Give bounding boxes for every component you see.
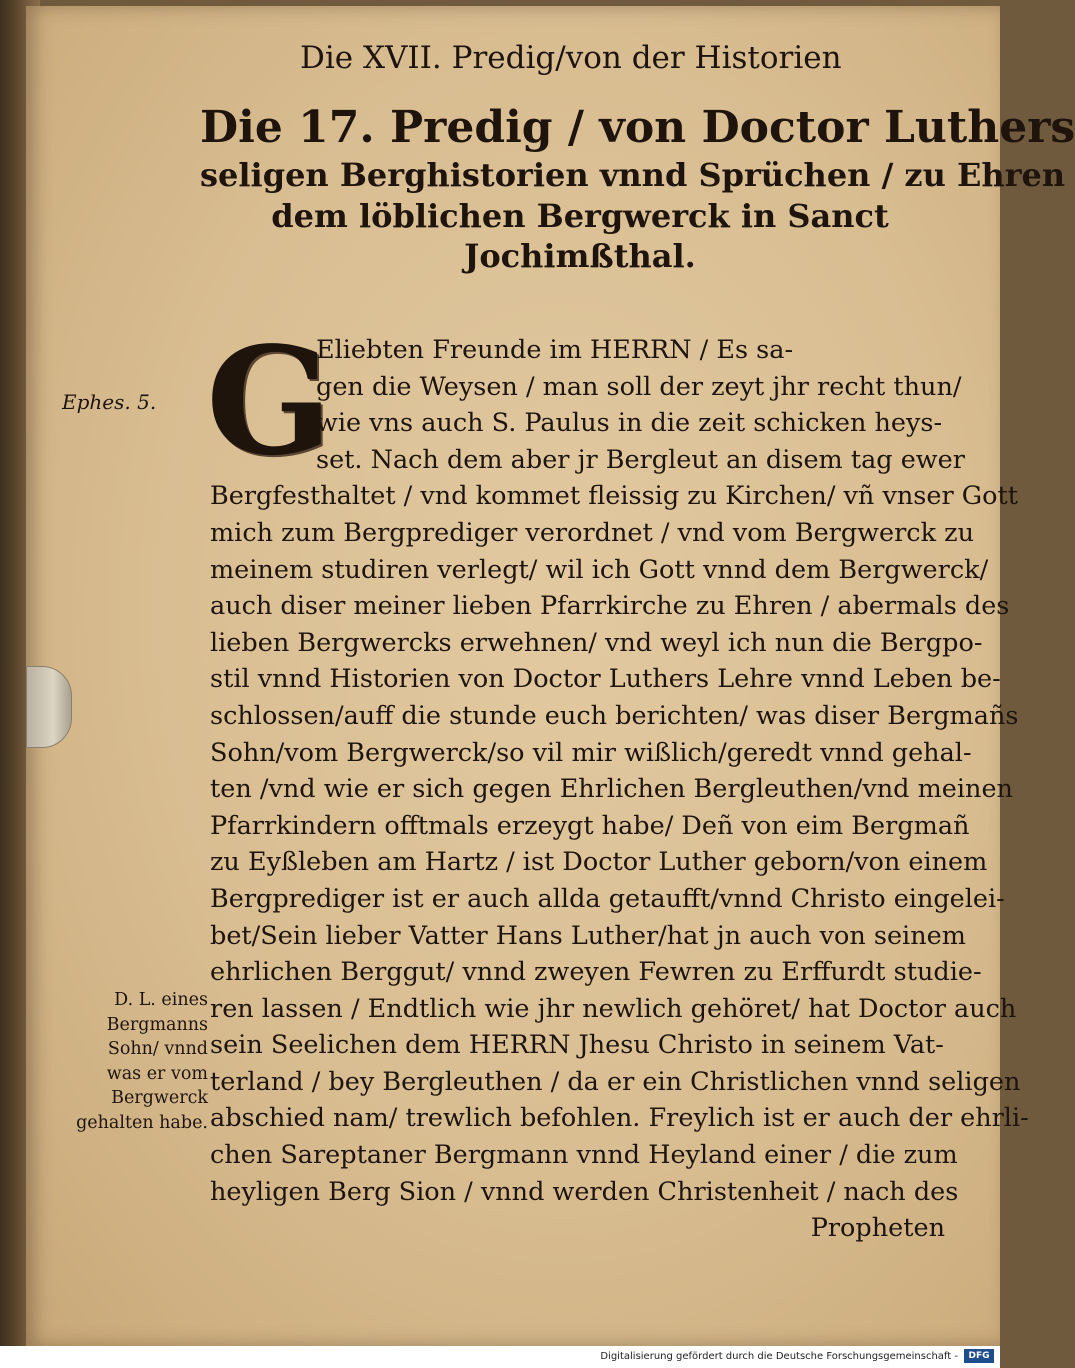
body-line: bet/Sein lieber Vatter Hans Luther/hat jn auch von seinem <box>210 920 966 951</box>
page-clip <box>26 666 72 748</box>
margin-note-line: Sohn/ vnnd <box>107 1039 208 1059</box>
body-line: Sohn/vom Bergwerck/so vil mir wißlich/geredt vnnd gehal- <box>210 737 972 768</box>
body-line: ten /vnd wie er sich gegen Ehrlichen Bergleuthen/vnd meinen <box>210 774 1013 805</box>
chapter-title <box>200 100 1075 276</box>
body-line: ehrlichen Berggut/ vnnd zweyen Fewren zu Erffurdt studie- <box>210 957 982 988</box>
body-line: sein Seelichen dem HERRN Jhesu Christo in seinem Vat- <box>210 1030 944 1061</box>
body-line: Eliebten Freunde im HERRN / Es sa- <box>316 335 794 365</box>
dfg-logo: DFG <box>964 1349 994 1363</box>
margin-note-line: Bergmanns <box>106 1014 208 1035</box>
body-line: heyligen Berg Sion / vnnd werden Christenheit / nach des <box>210 1176 959 1207</box>
body-line: stil vnnd Historien von Doctor Luthers Lehre vnnd Leben be- <box>210 664 1001 695</box>
body-line: zu Eyßleben am Hartz / ist Doctor Luther geborn/von einem <box>210 847 988 878</box>
body-line: mich zum Bergprediger verordnet / vnd vom Bergwerck zu <box>210 517 974 548</box>
catchword: Propheten <box>810 1213 945 1244</box>
running-head: Die XVII. Predig/von der Historien <box>300 40 842 76</box>
body-line: Bergprediger ist er auch allda getaufft/vnnd Christo eingelei- <box>210 883 1005 914</box>
body-line: wie vns auch S. Paulus in die zeit schicken heys- <box>316 408 943 439</box>
title-line-3: dem löblichen Bergwerck in Sanct <box>271 196 889 235</box>
body-line: gen die Weysen / man soll der zeyt jhr recht thun/ <box>316 371 962 402</box>
body-text <box>210 332 1029 1247</box>
body-line: terland / bey Bergleuthen / da er ein Christlichen vnnd seligen <box>210 1066 1021 1097</box>
body-line: set. Nach dem aber jr Bergleut an disem tag ewer <box>316 444 965 475</box>
margin-note-line: D. L. eines <box>114 990 208 1010</box>
title-line-2: seligen Berghistorien vnnd Sprüchen / zu Ehren <box>200 156 1066 195</box>
margin-reference: Ephes. 5. <box>62 390 157 414</box>
body-line: abschied nam/ trewlich befohlen. Freylich ist er auch der ehrli- <box>210 1103 1029 1134</box>
funding-credit: Digitalisierung gefördert durch die Deutsche Forschungsgemeinschaft - <box>600 1351 958 1362</box>
body-line: schlossen/auff die stunde euch berichten/ was diser Bergmañs <box>210 700 1019 731</box>
body-line: Pfarrkindern offtmals erzeygt habe/ Deñ von eim Bergmañ <box>210 810 970 841</box>
margin-note-line: gehalten habe. <box>76 1112 208 1133</box>
body-line: chen Sareptaner Bergmann vnnd Heyland einer / die zum <box>210 1140 958 1171</box>
decorated-initial: G <box>206 314 333 488</box>
body-line: lieben Bergwercks erwehnen/ vnd weyl ich nun die Bergpo- <box>210 627 983 658</box>
body-line: auch diser meiner lieben Pfarrkirche zu Ehren / abermals des <box>210 591 1010 622</box>
body-line: ren lassen / Endtlich wie jhr newlich gehöret/ hat Doctor auch <box>210 993 1017 1024</box>
body-line: Bergfesthaltet / vnd kommet fleissig zu Kirchen/ vñ vnser Gott <box>210 481 1018 512</box>
margin-note <box>58 988 208 1135</box>
title-line-1: Die 17. Predig / von Doctor Luthers <box>200 102 1075 153</box>
title-line-4: Jochimßthal. <box>464 237 696 276</box>
margin-note-line: was er vom <box>106 1063 208 1084</box>
body-line: meinem studiren verlegt/ wil ich Gott vnnd dem Bergwerck/ <box>210 554 989 585</box>
margin-note-line: Bergwerck <box>111 1088 208 1108</box>
